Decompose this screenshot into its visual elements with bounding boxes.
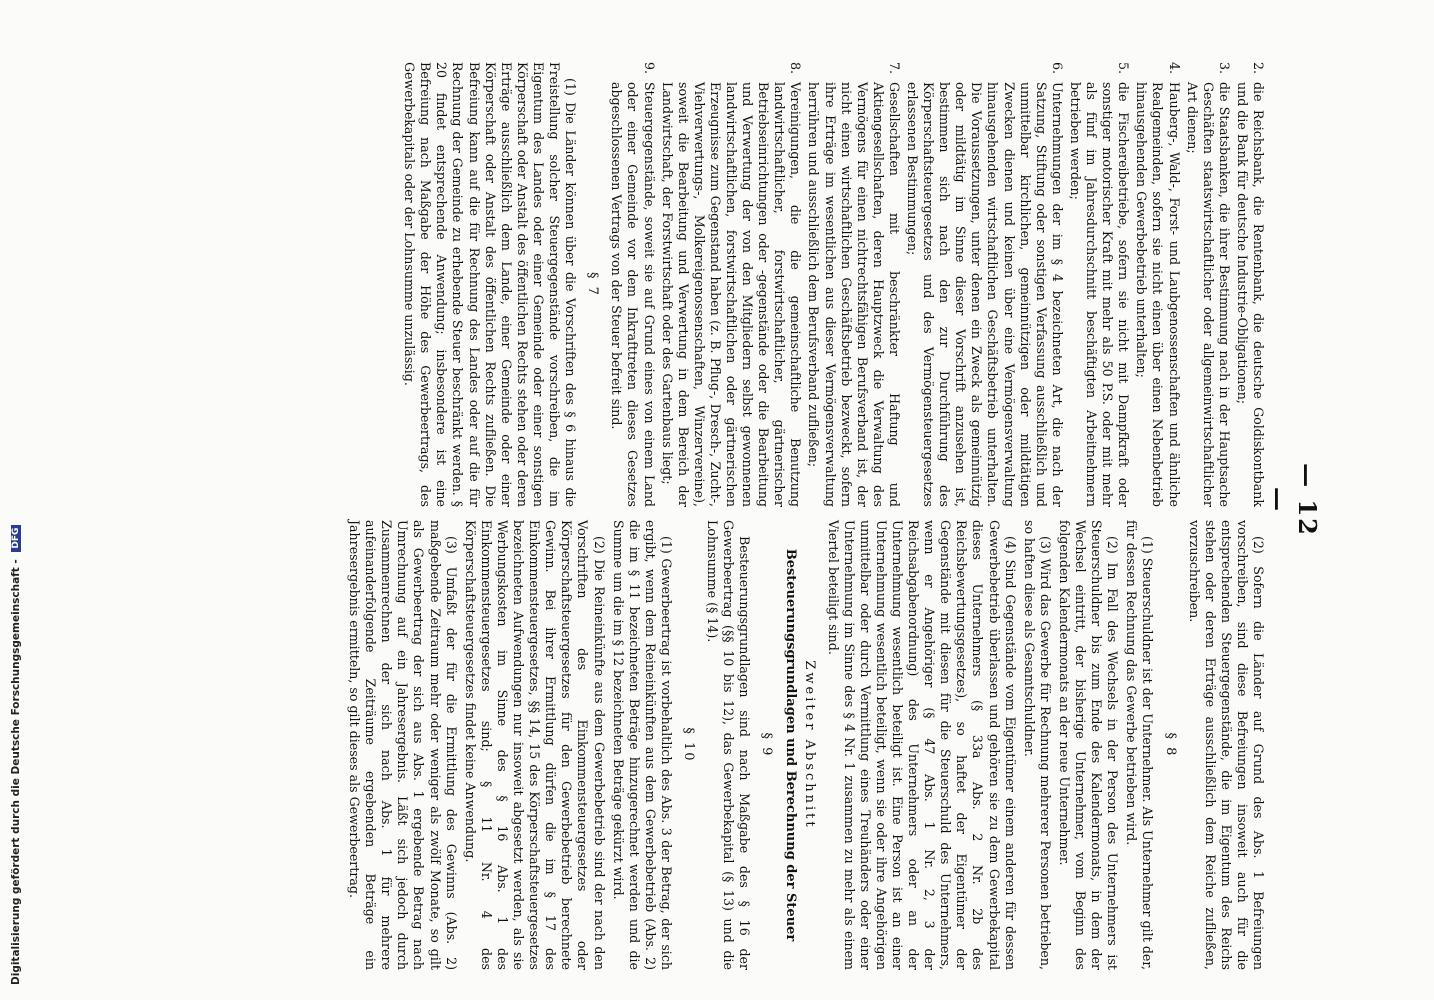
chapter-label: Zweiter Abschnitt <box>801 660 817 830</box>
list-item <box>1133 62 1181 507</box>
list-item <box>659 62 804 507</box>
list-item-number: 9. <box>641 62 657 75</box>
left-column <box>398 62 1266 507</box>
list-item-number: 5. <box>1116 62 1132 75</box>
list-item-number: 7. <box>886 62 902 75</box>
list-item-text: die Fischereibetriebe, sofern sie nicht mit Dampfkraft oder sonstiger motorischer Kraft mit mehr als 50 P.S. oder mit mehr als fünf im Jahresdurchschnitt beschäftigten Arbeitnehmern betrieben werden; <box>1067 82 1132 507</box>
page-number: — 12 — <box>1264 463 1322 537</box>
list-item-text: die Reichsbank, die Rentenbank, die deutsche Goldiskontbank und die Bank für deutsche Industrie-Obligationen; <box>1234 82 1266 507</box>
section-paragraph: (1) Gewerbeertrag ist vorbehaltlich des Abs. 3 der Betrag, der sich ergibt, wenn dem Reineinkünften aus dem Gewerbebetrieb (Abs. 2) die im § 11 bezeichneten Beträge hinzugerechnet werden und die Summe um die im § 12 bezeichneten Beträge gekürzt wird. <box>610 520 674 970</box>
digitization-credit <box>10 5 22 985</box>
section-paragraph: (1) Steuerschuldner ist der Unternehmer. Als Unternehmer gilt der, für dessen Rechnung das Gewerbe betrieben wird. <box>1124 520 1156 970</box>
chapter-title: Besteuerungsgrundlagen und Berechnung der Steuer <box>783 548 799 942</box>
section-paragraph: (2) Im Fall des Wechsels in der Person des Unternehmers ist Steuerschuldner bis zum Ende des Kalendermonats, in dem der Wechsel eintritt, der bisherige Unternehmer, vom Beginn des folgenden Kalendermonats an der neue Unternehmer. <box>1056 520 1121 970</box>
list-item-number: 2. <box>1251 62 1266 75</box>
section-paragraph: (3) Umfaßt der für die Ermittlung des Gewinns (Abs. 2) maßgebende Zeitraum mehr oder weniger als zwölf Monate, so gilt als Gewerbeertrag der sich aus Abs. 1 ergebende Betrag nach Umrechnung auf ein Jahresergebnis. Läßt sich jedoch durch Zusammenrechnen der sich nach Abs. 1 für mehrere aufeinanderfolgende Zeiträume ergebenden Beträge ein Jahresergebnis ermitteln, so gilt dieses als Gewerbeertrag. <box>347 520 459 970</box>
section-paragraph: (4) Sind Gegenstände vom Eigentümer einem anderen für dessen Gewerbebetrieb überlassen und gehören sie zu dem Gewerbekapital dieses Unternehmers (§ 33a Abs. 2 Nr. 2b des Reichsbewertungsgesetzes), so haftet der Eigentümer der Gegenstände mit diesen für die Steuerschuld des Unternehmers, wenn er Angehöriger (§ 47 Abs. 1 Nr. 2, 3 der Reichsabgabenordnung) des Unternehmers oder an der Unternehmung wesentlich beteiligt ist. Eine Person ist an einer Unternehmung wesentlich beteiligt, wenn sie oder ihre Angehörigen unmittelbar oder durch Vermittlung eines Treuhänders oder einer Unternehmung im Sinne des § 4 Nr. 1 zusammen zu mehr als einem Viertel beteiligt sind. <box>825 520 1018 970</box>
list-item <box>1067 62 1131 507</box>
section-paragraph: (1) Die Länder können über die Vorschriften des § 6 hinaus die Freistellung solcher Steuergegenstände vorschreiben, die im Eigentum des Landes oder einer Gemeinde oder einer sonstigen Körperschaft oder Anstalt des öffentlichen Rechts stehen oder deren Erträge ausschließlich dem Lande, einer Gemeinde oder einer Körperschaft oder Anstalt des öffentlichen Rechts zufließen. Die Befreiung kann auf die für Rechnung des Landes oder auf die für Rechnung der Gemeinde zu erhebende Steuer beschränkt werden. § 20 findet entsprechende Anwendung; insbesondere ist eine Befreiung nach Maßgabe der Höhe des Gewerbeertrags, des Gewerbekapitals oder der Lohnsumme unzulässig. <box>402 62 579 507</box>
section-heading: § 8 <box>1162 732 1178 758</box>
list-item <box>805 62 902 507</box>
section-paragraph: (2) Sofern die Länder auf Grund des Abs. 1 Befreiungen vorschreiben, sind diese Befreiungen insoweit auch für die entsprechenden Steuergegenstände, die im Eigentum des Reichs stehen oder deren Erträge ausschließlich dem Reiche zufließen, vorzuschreiben. <box>1186 520 1266 970</box>
section-paragraph: (2) Die Reineinkünfte aus dem Gewerbebetrieb sind der nach den Vorschriften des Einkommensteuergesetzes oder Körperschaftsteuergesetzes für den Gewerbebetrieb berechnete Gewinn. Bei ihrer Ermittlung dürfen die im § 17 des Einkommensteuergesetzes, §§ 14, 15 des Körperschaftsteuergesetzes bezeichneten Aufwendungen nur insoweit abgesetzt werden, als sie Werbungskosten im Sinne des § 16 Abs. 1 des Einkommensteuergesetzes sind; § 11 Nr. 4 des Körperschaftsteuergesetzes findet keine Anwendung. <box>462 520 607 970</box>
list-item-number: 6. <box>1049 62 1065 75</box>
section-heading: § 10 <box>681 727 696 763</box>
list-item-text: Steuergegenstände, soweit sie auf Grund eines von einem Land oder einer Gemeinde vor dem Inkrafttreten dieses Gesetzes abgeschlossenen Vertrags von der Steuer befreit sind. <box>609 82 657 507</box>
section-paragraph: (3) Wird das Gewerbe für Rechnung mehrerer Personen betrieben, so haften diese als Gesamtschuldner. <box>1021 520 1053 970</box>
credit-text: Digitalisierung gefördert durch die Deutsche Forschungsgemeinschaft - <box>10 559 22 985</box>
list-item <box>608 62 656 507</box>
list-item-text: Vereinigungen, die die gemeinschaftliche Benutzung landwirtschaftlicher, forstwirtschaftlicher, gärtnerischer Betriebseinrichtungen oder -gegenstände oder die Bearbeitung und Verwertung der von den Mitgliedern selbst gewonnenen landwirtschaftlichen, forstwirtschaftlichen oder gärtnerischen Erzeugnisse zum Gegenstand haben (z. B. Pflug-, Dresch-, Zucht-, Viehverwertungs-, Molkereigenossenschaften, Winzervereine), soweit die Bearbeitung und Verwertung in dem Bereich der Landwirtschaft, der Forstwirtschaft oder des Gartenbaus liegt; <box>659 82 804 507</box>
list-item <box>1184 62 1232 507</box>
list-item-number: 3. <box>1216 62 1232 75</box>
list-item <box>904 62 1065 507</box>
section-heading: § 9 <box>759 732 775 758</box>
list-item-number: 4. <box>1166 62 1182 75</box>
list-item <box>1234 62 1266 507</box>
credit-sidebar <box>0 0 20 1000</box>
section-paragraph: Besteuerungsgrundlagen sind nach Maßgabe des § 16 der Gewerbeertrag (§§ 10 bis 12), das Gewerbekapital (§ 13) und die Lohnsumme (§ 14). <box>705 520 753 970</box>
dfg-logo: DFG <box>11 525 21 552</box>
list-item-text: Gesellschaften mit beschränkter Haftung und Aktiengesellschaften, deren Hauptzweck die Verwaltung des Vermögens für einen nichtrechtsfähigen Berufsverband ist, der nicht einen wirtschaftlichen Geschäftsbetrieb bezweckt, sofern ihre Erträge im wesentlichen aus dieser Vermögensverwaltung herrühren und ausschließlich dem Berufsverband zufließen; <box>806 82 902 507</box>
right-column <box>343 520 1266 970</box>
list-item-number: 8. <box>788 62 804 75</box>
list-item-text: Hauberg-, Wald-, Forst- und Laubgenossenschaften und ähnliche Realgemeinden, sofern sie nicht einen über einen Nebenbetrieb hinausgehenden Gewerbebetrieb unterhalten; <box>1134 82 1182 507</box>
section-heading: § 7 <box>585 272 601 297</box>
list-item-text: die Staatsbanken, die ihrer Bestimmung nach in der Hauptsache Geschäften staatswirtschaftlicher oder allgemeinwirtschaftlicher Art dienen; <box>1184 82 1232 507</box>
list-item-text: Unternehmungen der im § 4 bezeichneten Art, die nach der Satzung, Stiftung oder sonstigen Verfassung ausschließlich und unmittelbar kirchlichen, gemeinnützigen oder mildtätigen Zwecken dienen und keinen über eine Vermögensverwaltung hinausgehenden wirtschaftlichen Geschäftsbetrieb unterhalten. Die Voraussetzungen, unter denen ein Zweck als gemeinnützig oder mildtätig im Sinne dieser Vorschrift anzusehen ist, bestimmen sich nach den zur Durchführung des Körperschaftsteuergesetzes und des Vermögensteuergesetzes erlassenen Bestimmungen; <box>905 82 1065 507</box>
